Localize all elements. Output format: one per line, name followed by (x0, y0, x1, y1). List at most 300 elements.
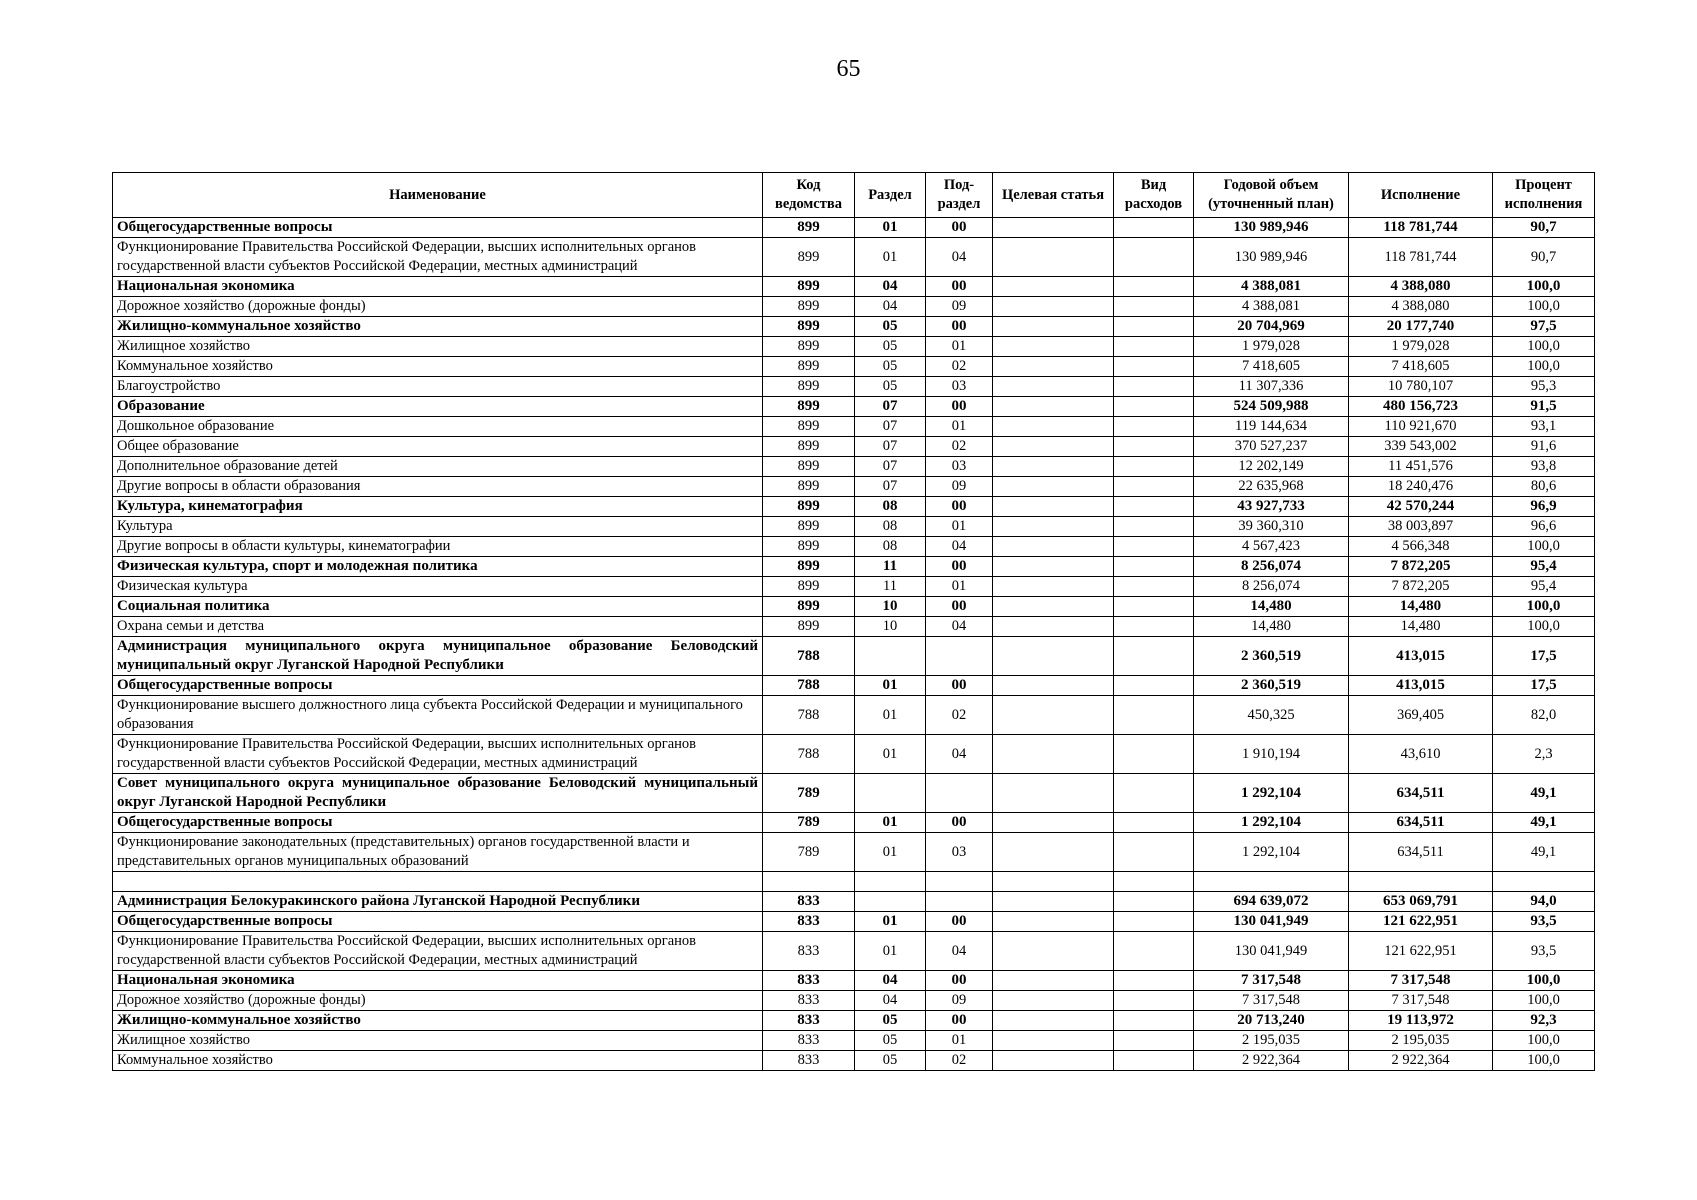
cell-target (993, 218, 1114, 238)
cell-target (993, 932, 1114, 971)
cell-name: Коммунальное хозяйство (113, 1051, 763, 1071)
cell-target (993, 597, 1114, 617)
cell-target (993, 971, 1114, 991)
cell-podrazdel: 02 (926, 696, 993, 735)
cell-name: Национальная экономика (113, 971, 763, 991)
cell-vid (1114, 537, 1194, 557)
cell-code: 899 (763, 317, 855, 337)
cell-razdel: 01 (855, 238, 926, 277)
table-row (113, 676, 1595, 696)
cell-name: Общегосударственные вопросы (113, 912, 763, 932)
cell-exec: 7 872,205 (1349, 577, 1493, 597)
cell-vid (1114, 277, 1194, 297)
cell-vid (1114, 517, 1194, 537)
cell-vid (1114, 872, 1194, 892)
cell-exec: 7 317,548 (1349, 991, 1493, 1011)
cell-podrazdel: 04 (926, 238, 993, 277)
col-header-plan: Годовой объем (уточненный план) (1194, 173, 1349, 218)
cell-target (993, 991, 1114, 1011)
cell-code: 899 (763, 517, 855, 537)
cell-code: 833 (763, 912, 855, 932)
cell-razdel (855, 637, 926, 676)
cell-razdel: 01 (855, 676, 926, 696)
cell-plan: 7 317,548 (1194, 991, 1349, 1011)
cell-vid (1114, 774, 1194, 813)
cell-vid (1114, 357, 1194, 377)
cell-target (993, 537, 1114, 557)
cell-code: 788 (763, 637, 855, 676)
cell-target (993, 297, 1114, 317)
cell-code: 833 (763, 932, 855, 971)
table-row (113, 813, 1595, 833)
table-row (113, 337, 1595, 357)
cell-target (993, 774, 1114, 813)
cell-exec: 4 388,080 (1349, 297, 1493, 317)
cell-exec: 413,015 (1349, 676, 1493, 696)
cell-name: Совет муниципального округа муниципальное образование Беловодский муниципальный округ Луганской Народной Республики (113, 774, 763, 813)
cell-target (993, 457, 1114, 477)
cell-pct: 95,4 (1493, 557, 1595, 577)
cell-pct: 49,1 (1493, 833, 1595, 872)
cell-code: 833 (763, 991, 855, 1011)
page-number: 65 (836, 56, 861, 82)
cell-exec: 11 451,576 (1349, 457, 1493, 477)
cell-target (993, 872, 1114, 892)
cell-plan: 130 041,949 (1194, 912, 1349, 932)
cell-code: 788 (763, 676, 855, 696)
cell-pct: 93,1 (1493, 417, 1595, 437)
table-row (113, 637, 1595, 676)
cell-podrazdel: 00 (926, 557, 993, 577)
table-row (113, 597, 1595, 617)
cell-pct: 49,1 (1493, 774, 1595, 813)
cell-plan (1194, 872, 1349, 892)
cell-code: 899 (763, 437, 855, 457)
cell-razdel: 01 (855, 696, 926, 735)
cell-vid (1114, 417, 1194, 437)
cell-plan: 1 979,028 (1194, 337, 1349, 357)
cell-name (113, 872, 763, 892)
col-header-vid: Вид расходов (1114, 173, 1194, 218)
cell-podrazdel: 02 (926, 437, 993, 457)
cell-name: Национальная экономика (113, 277, 763, 297)
cell-target (993, 497, 1114, 517)
table-row (113, 277, 1595, 297)
cell-pct: 96,6 (1493, 517, 1595, 537)
cell-name: Другие вопросы в области образования (113, 477, 763, 497)
cell-plan: 39 360,310 (1194, 517, 1349, 537)
table-row (113, 892, 1595, 912)
cell-name: Дорожное хозяйство (дорожные фонды) (113, 991, 763, 1011)
cell-podrazdel: 00 (926, 1011, 993, 1031)
cell-exec: 413,015 (1349, 637, 1493, 676)
cell-vid (1114, 696, 1194, 735)
cell-pct: 91,6 (1493, 437, 1595, 457)
cell-exec: 2 195,035 (1349, 1031, 1493, 1051)
cell-podrazdel: 00 (926, 218, 993, 238)
cell-vid (1114, 218, 1194, 238)
table-row (113, 437, 1595, 457)
cell-vid (1114, 377, 1194, 397)
cell-podrazdel: 02 (926, 1051, 993, 1071)
cell-pct: 93,5 (1493, 912, 1595, 932)
cell-pct: 100,0 (1493, 1051, 1595, 1071)
cell-code: 789 (763, 833, 855, 872)
table-row (113, 477, 1595, 497)
cell-exec: 10 780,107 (1349, 377, 1493, 397)
table-row (113, 497, 1595, 517)
cell-code: 833 (763, 892, 855, 912)
cell-plan: 11 307,336 (1194, 377, 1349, 397)
col-header-target: Целевая статья (993, 173, 1114, 218)
table-row (113, 457, 1595, 477)
cell-target (993, 238, 1114, 277)
table-row (113, 557, 1595, 577)
cell-plan: 7 317,548 (1194, 971, 1349, 991)
table-row (113, 377, 1595, 397)
cell-code: 899 (763, 337, 855, 357)
table-row (113, 317, 1595, 337)
cell-vid (1114, 637, 1194, 676)
cell-vid (1114, 557, 1194, 577)
cell-razdel: 01 (855, 813, 926, 833)
cell-exec: 4 388,080 (1349, 277, 1493, 297)
cell-pct: 92,3 (1493, 1011, 1595, 1031)
cell-name: Социальная политика (113, 597, 763, 617)
cell-vid (1114, 1051, 1194, 1071)
cell-razdel: 04 (855, 971, 926, 991)
cell-name: Жилищно-коммунальное хозяйство (113, 1011, 763, 1031)
cell-plan: 20 704,969 (1194, 317, 1349, 337)
cell-code: 899 (763, 218, 855, 238)
cell-exec: 121 622,951 (1349, 932, 1493, 971)
budget-execution-table (112, 172, 1595, 1071)
cell-podrazdel (926, 892, 993, 912)
cell-name: Образование (113, 397, 763, 417)
cell-pct: 91,5 (1493, 397, 1595, 417)
cell-name: Функционирование Правительства Российской Федерации, высших исполнительных органов государственной власти субъектов Российской Федерации, местных администраций (113, 735, 763, 774)
cell-razdel: 08 (855, 497, 926, 517)
table-row (113, 357, 1595, 377)
cell-podrazdel: 00 (926, 497, 993, 517)
cell-plan: 130 041,949 (1194, 932, 1349, 971)
cell-plan: 1 910,194 (1194, 735, 1349, 774)
cell-target (993, 892, 1114, 912)
table-row (113, 218, 1595, 238)
cell-razdel (855, 872, 926, 892)
cell-exec: 4 566,348 (1349, 537, 1493, 557)
cell-name: Физическая культура, спорт и молодежная политика (113, 557, 763, 577)
cell-name: Дорожное хозяйство (дорожные фонды) (113, 297, 763, 317)
cell-podrazdel: 03 (926, 457, 993, 477)
cell-pct: 17,5 (1493, 676, 1595, 696)
cell-podrazdel: 04 (926, 735, 993, 774)
cell-razdel: 11 (855, 557, 926, 577)
cell-plan: 2 360,519 (1194, 676, 1349, 696)
cell-exec: 369,405 (1349, 696, 1493, 735)
cell-plan: 450,325 (1194, 696, 1349, 735)
cell-plan: 119 144,634 (1194, 417, 1349, 437)
cell-podrazdel: 00 (926, 971, 993, 991)
cell-target (993, 357, 1114, 377)
cell-target (993, 277, 1114, 297)
cell-exec: 121 622,951 (1349, 912, 1493, 932)
cell-plan: 8 256,074 (1194, 557, 1349, 577)
cell-razdel: 05 (855, 377, 926, 397)
cell-name: Функционирование Правительства Российской Федерации, высших исполнительных органов государственной власти субъектов Российской Федерации, местных администраций (113, 932, 763, 971)
cell-name: Жилищное хозяйство (113, 337, 763, 357)
cell-razdel: 07 (855, 397, 926, 417)
cell-exec: 7 872,205 (1349, 557, 1493, 577)
table-row (113, 932, 1595, 971)
cell-plan: 20 713,240 (1194, 1011, 1349, 1031)
cell-podrazdel: 03 (926, 377, 993, 397)
cell-razdel: 07 (855, 437, 926, 457)
cell-razdel: 04 (855, 991, 926, 1011)
cell-plan: 7 418,605 (1194, 357, 1349, 377)
cell-name: Жилищно-коммунальное хозяйство (113, 317, 763, 337)
cell-podrazdel: 01 (926, 517, 993, 537)
cell-code (763, 872, 855, 892)
cell-code: 899 (763, 617, 855, 637)
cell-exec: 43,610 (1349, 735, 1493, 774)
cell-exec: 1 979,028 (1349, 337, 1493, 357)
cell-target (993, 637, 1114, 676)
cell-vid (1114, 297, 1194, 317)
cell-target (993, 1031, 1114, 1051)
cell-pct: 100,0 (1493, 971, 1595, 991)
cell-razdel: 04 (855, 277, 926, 297)
table-row (113, 297, 1595, 317)
cell-target (993, 337, 1114, 357)
cell-pct: 97,5 (1493, 317, 1595, 337)
cell-name: Благоустройство (113, 377, 763, 397)
cell-razdel: 05 (855, 1031, 926, 1051)
cell-pct: 100,0 (1493, 617, 1595, 637)
cell-plan: 4 388,081 (1194, 297, 1349, 317)
cell-vid (1114, 1011, 1194, 1031)
cell-pct: 93,8 (1493, 457, 1595, 477)
table-row (113, 577, 1595, 597)
cell-pct (1493, 872, 1595, 892)
cell-razdel: 01 (855, 218, 926, 238)
cell-razdel: 08 (855, 517, 926, 537)
table-row (113, 537, 1595, 557)
cell-pct: 90,7 (1493, 218, 1595, 238)
cell-razdel: 01 (855, 735, 926, 774)
cell-pct: 95,3 (1493, 377, 1595, 397)
cell-target (993, 813, 1114, 833)
cell-plan: 524 509,988 (1194, 397, 1349, 417)
table-row (113, 517, 1595, 537)
col-header-exec: Исполнение (1349, 173, 1493, 218)
cell-vid (1114, 457, 1194, 477)
table-row (113, 417, 1595, 437)
cell-code: 899 (763, 457, 855, 477)
cell-exec: 7 317,548 (1349, 971, 1493, 991)
cell-name: Общегосударственные вопросы (113, 218, 763, 238)
cell-target (993, 696, 1114, 735)
cell-exec: 7 418,605 (1349, 357, 1493, 377)
cell-vid (1114, 1031, 1194, 1051)
cell-razdel: 01 (855, 912, 926, 932)
cell-vid (1114, 617, 1194, 637)
table-row (113, 872, 1595, 892)
cell-exec: 2 922,364 (1349, 1051, 1493, 1071)
cell-pct: 90,7 (1493, 238, 1595, 277)
cell-target (993, 377, 1114, 397)
cell-name: Администрация Белокуракинского района Луганской Народной Республики (113, 892, 763, 912)
cell-razdel: 05 (855, 337, 926, 357)
col-header-podrazdel: Под-раздел (926, 173, 993, 218)
cell-podrazdel: 01 (926, 337, 993, 357)
cell-razdel: 01 (855, 932, 926, 971)
cell-code: 788 (763, 696, 855, 735)
cell-vid (1114, 971, 1194, 991)
cell-name: Дошкольное образование (113, 417, 763, 437)
cell-plan: 2 922,364 (1194, 1051, 1349, 1071)
cell-code: 789 (763, 813, 855, 833)
cell-vid (1114, 597, 1194, 617)
cell-name: Общегосударственные вопросы (113, 676, 763, 696)
cell-razdel: 10 (855, 617, 926, 637)
cell-pct: 100,0 (1493, 991, 1595, 1011)
cell-target (993, 437, 1114, 457)
cell-vid (1114, 932, 1194, 971)
cell-exec: 14,480 (1349, 617, 1493, 637)
cell-code: 899 (763, 377, 855, 397)
cell-razdel: 07 (855, 477, 926, 497)
cell-name: Физическая культура (113, 577, 763, 597)
cell-name: Администрация муниципального округа муниципальное образование Беловодский муниципальный округ Луганской Народной Республики (113, 637, 763, 676)
cell-name: Коммунальное хозяйство (113, 357, 763, 377)
cell-code: 899 (763, 297, 855, 317)
cell-target (993, 1011, 1114, 1031)
cell-pct: 100,0 (1493, 597, 1595, 617)
cell-plan: 370 527,237 (1194, 437, 1349, 457)
col-header-razdel: Раздел (855, 173, 926, 218)
cell-code: 789 (763, 774, 855, 813)
cell-target (993, 557, 1114, 577)
table-row (113, 397, 1595, 417)
cell-vid (1114, 497, 1194, 517)
cell-exec: 110 921,670 (1349, 417, 1493, 437)
cell-podrazdel (926, 872, 993, 892)
cell-vid (1114, 397, 1194, 417)
cell-pct: 100,0 (1493, 537, 1595, 557)
cell-code: 899 (763, 497, 855, 517)
cell-code: 833 (763, 971, 855, 991)
cell-podrazdel: 04 (926, 537, 993, 557)
cell-code: 899 (763, 477, 855, 497)
table-row (113, 1051, 1595, 1071)
cell-target (993, 676, 1114, 696)
cell-vid (1114, 337, 1194, 357)
cell-razdel: 08 (855, 537, 926, 557)
cell-podrazdel: 00 (926, 676, 993, 696)
cell-plan: 694 639,072 (1194, 892, 1349, 912)
cell-target (993, 317, 1114, 337)
cell-razdel: 01 (855, 833, 926, 872)
cell-pct: 96,9 (1493, 497, 1595, 517)
cell-target (993, 417, 1114, 437)
cell-plan: 2 195,035 (1194, 1031, 1349, 1051)
table-row (113, 238, 1595, 277)
cell-code: 833 (763, 1011, 855, 1031)
cell-razdel: 10 (855, 597, 926, 617)
cell-podrazdel: 00 (926, 317, 993, 337)
cell-exec: 18 240,476 (1349, 477, 1493, 497)
cell-plan: 4 388,081 (1194, 277, 1349, 297)
cell-podrazdel: 01 (926, 1031, 993, 1051)
cell-exec: 20 177,740 (1349, 317, 1493, 337)
cell-pct: 93,5 (1493, 932, 1595, 971)
cell-name: Жилищное хозяйство (113, 1031, 763, 1051)
cell-name: Функционирование высшего должностного лица субъекта Российской Федерации и муниципального образования (113, 696, 763, 735)
cell-razdel (855, 774, 926, 813)
cell-exec: 19 113,972 (1349, 1011, 1493, 1031)
cell-name: Функционирование Правительства Российской Федерации, высших исполнительных органов государственной власти субъектов Российской Федерации, местных администраций (113, 238, 763, 277)
cell-plan: 1 292,104 (1194, 813, 1349, 833)
cell-name: Охрана семьи и детства (113, 617, 763, 637)
cell-code: 899 (763, 557, 855, 577)
cell-vid (1114, 813, 1194, 833)
cell-razdel: 04 (855, 297, 926, 317)
cell-razdel: 07 (855, 457, 926, 477)
cell-razdel: 11 (855, 577, 926, 597)
cell-target (993, 1051, 1114, 1071)
table-body (113, 218, 1595, 1071)
cell-code: 899 (763, 277, 855, 297)
cell-podrazdel: 00 (926, 597, 993, 617)
cell-razdel: 07 (855, 417, 926, 437)
cell-plan: 12 202,149 (1194, 457, 1349, 477)
cell-target (993, 833, 1114, 872)
cell-vid (1114, 437, 1194, 457)
cell-vid (1114, 892, 1194, 912)
cell-exec: 14,480 (1349, 597, 1493, 617)
cell-name: Общее образование (113, 437, 763, 457)
cell-vid (1114, 735, 1194, 774)
cell-pct: 100,0 (1493, 337, 1595, 357)
cell-plan: 130 989,946 (1194, 218, 1349, 238)
cell-exec: 38 003,897 (1349, 517, 1493, 537)
table-row (113, 912, 1595, 932)
cell-vid (1114, 912, 1194, 932)
cell-vid (1114, 991, 1194, 1011)
cell-pct: 2,3 (1493, 735, 1595, 774)
cell-exec: 634,511 (1349, 833, 1493, 872)
table-row (113, 833, 1595, 872)
cell-plan: 2 360,519 (1194, 637, 1349, 676)
cell-code: 833 (763, 1051, 855, 1071)
table-row (113, 696, 1595, 735)
col-header-pct: Процент исполнения (1493, 173, 1595, 218)
cell-podrazdel: 01 (926, 577, 993, 597)
cell-name: Культура (113, 517, 763, 537)
cell-exec: 42 570,244 (1349, 497, 1493, 517)
cell-target (993, 397, 1114, 417)
cell-podrazdel (926, 637, 993, 676)
table-row (113, 991, 1595, 1011)
cell-pct: 17,5 (1493, 637, 1595, 676)
cell-exec: 634,511 (1349, 774, 1493, 813)
cell-podrazdel: 00 (926, 912, 993, 932)
cell-name: Функционирование законодательных (представительных) органов государственной власти и представительных органов муниципальных образований (113, 833, 763, 872)
cell-code: 899 (763, 397, 855, 417)
cell-vid (1114, 238, 1194, 277)
cell-vid (1114, 577, 1194, 597)
